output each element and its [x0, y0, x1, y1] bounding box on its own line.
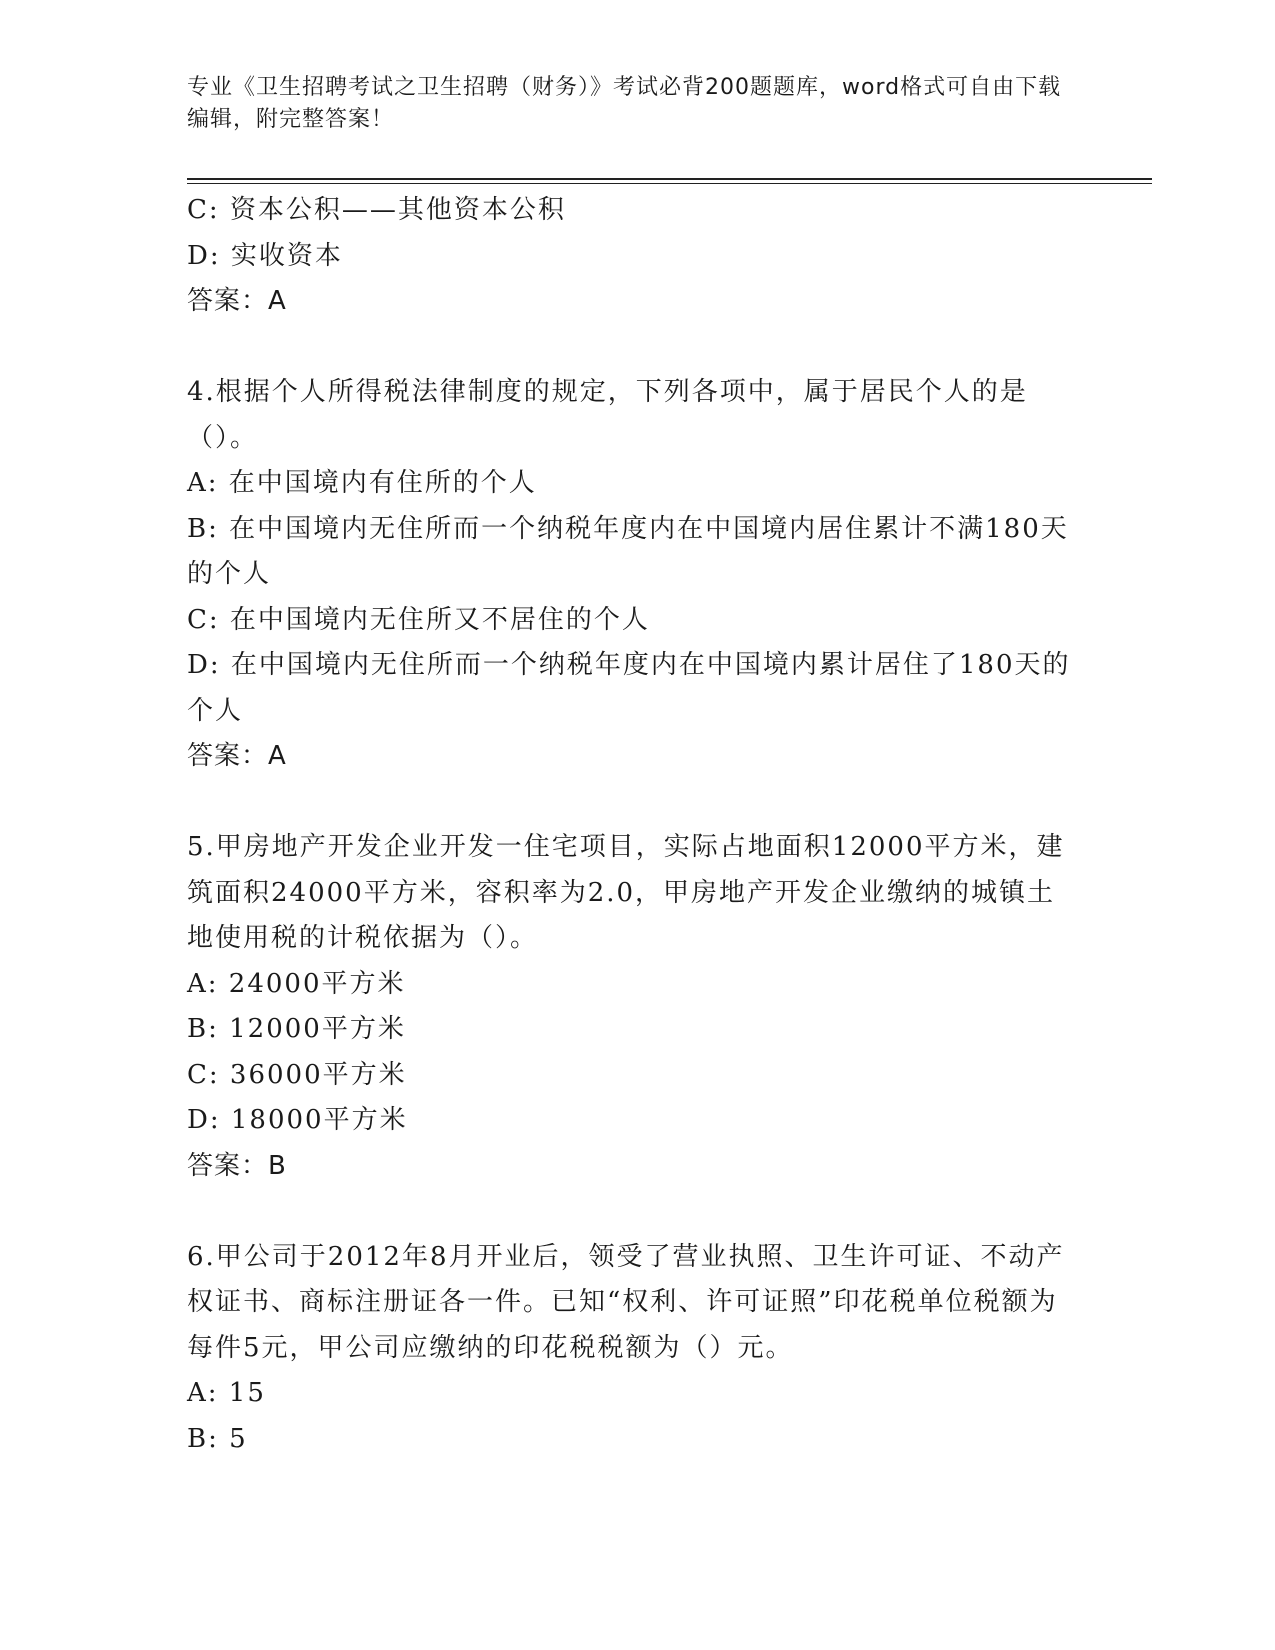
option-c: C: 36000平方米: [187, 1059, 407, 1090]
answer-line: 答案：A: [187, 286, 287, 316]
question-5: [187, 825, 1077, 1189]
answer-line: 答案：A: [187, 741, 287, 771]
option-a: A: 15: [187, 1378, 266, 1408]
spacer: [187, 1189, 1077, 1235]
option-a: A: 在中国境内有住所的个人: [187, 468, 537, 498]
option-c: C: 在中国境内无住所又不居住的个人: [187, 604, 650, 635]
question-stem: 6.甲公司于2012年8月开业后，领受了营业执照、卫生许可证、不动产权证书、商标注册证各一件。已知“权利、许可证照”印花税单位税额为每件5元，甲公司应缴纳的印花税税额为（）元。: [187, 1241, 1065, 1363]
spacer: [187, 780, 1077, 826]
question-stem: 5.甲房地产开发企业开发一住宅项目，实际占地面积12000平方米，建筑面积24000平方米，容积率为2.0，甲房地产开发企业缴纳的城镇土地使用税的计税依据为（）。: [187, 832, 1065, 953]
question-6: [187, 1235, 1077, 1463]
option-b: B: 在中国境内无住所而一个纳税年度内在中国境内居住累计不满180天的个人: [187, 513, 1069, 589]
option-c: C: 资本公积——其他资本公积: [187, 195, 566, 225]
document-header: 专业《卫生招聘考试之卫生招聘（财务）》考试必背200题题库，word格式可自由下载编辑，附完整答案！: [187, 75, 1062, 132]
question-4: [187, 370, 1077, 780]
option-a: A: 24000平方米: [187, 968, 406, 999]
option-b: B: 12000平方米: [187, 1014, 406, 1044]
option-d: D: 在中国境内无住所而一个纳税年度内在中国境内累计居住了180天的个人: [187, 650, 1071, 726]
question-stem: 4.根据个人所得税法律制度的规定，下列各项中，属于居民个人的是（）。: [187, 377, 1028, 453]
question-3-tail: [187, 188, 1077, 325]
header-rule-thin: [187, 183, 1152, 184]
document-body: [187, 188, 1077, 1462]
header-rule-thick: [187, 178, 1152, 180]
answer-line: 答案：B: [187, 1150, 287, 1181]
option-d: D: 实收资本: [187, 240, 343, 271]
option-b: B: 5: [187, 1423, 248, 1454]
option-d: D: 18000平方米: [187, 1105, 408, 1135]
spacer: [187, 325, 1077, 371]
